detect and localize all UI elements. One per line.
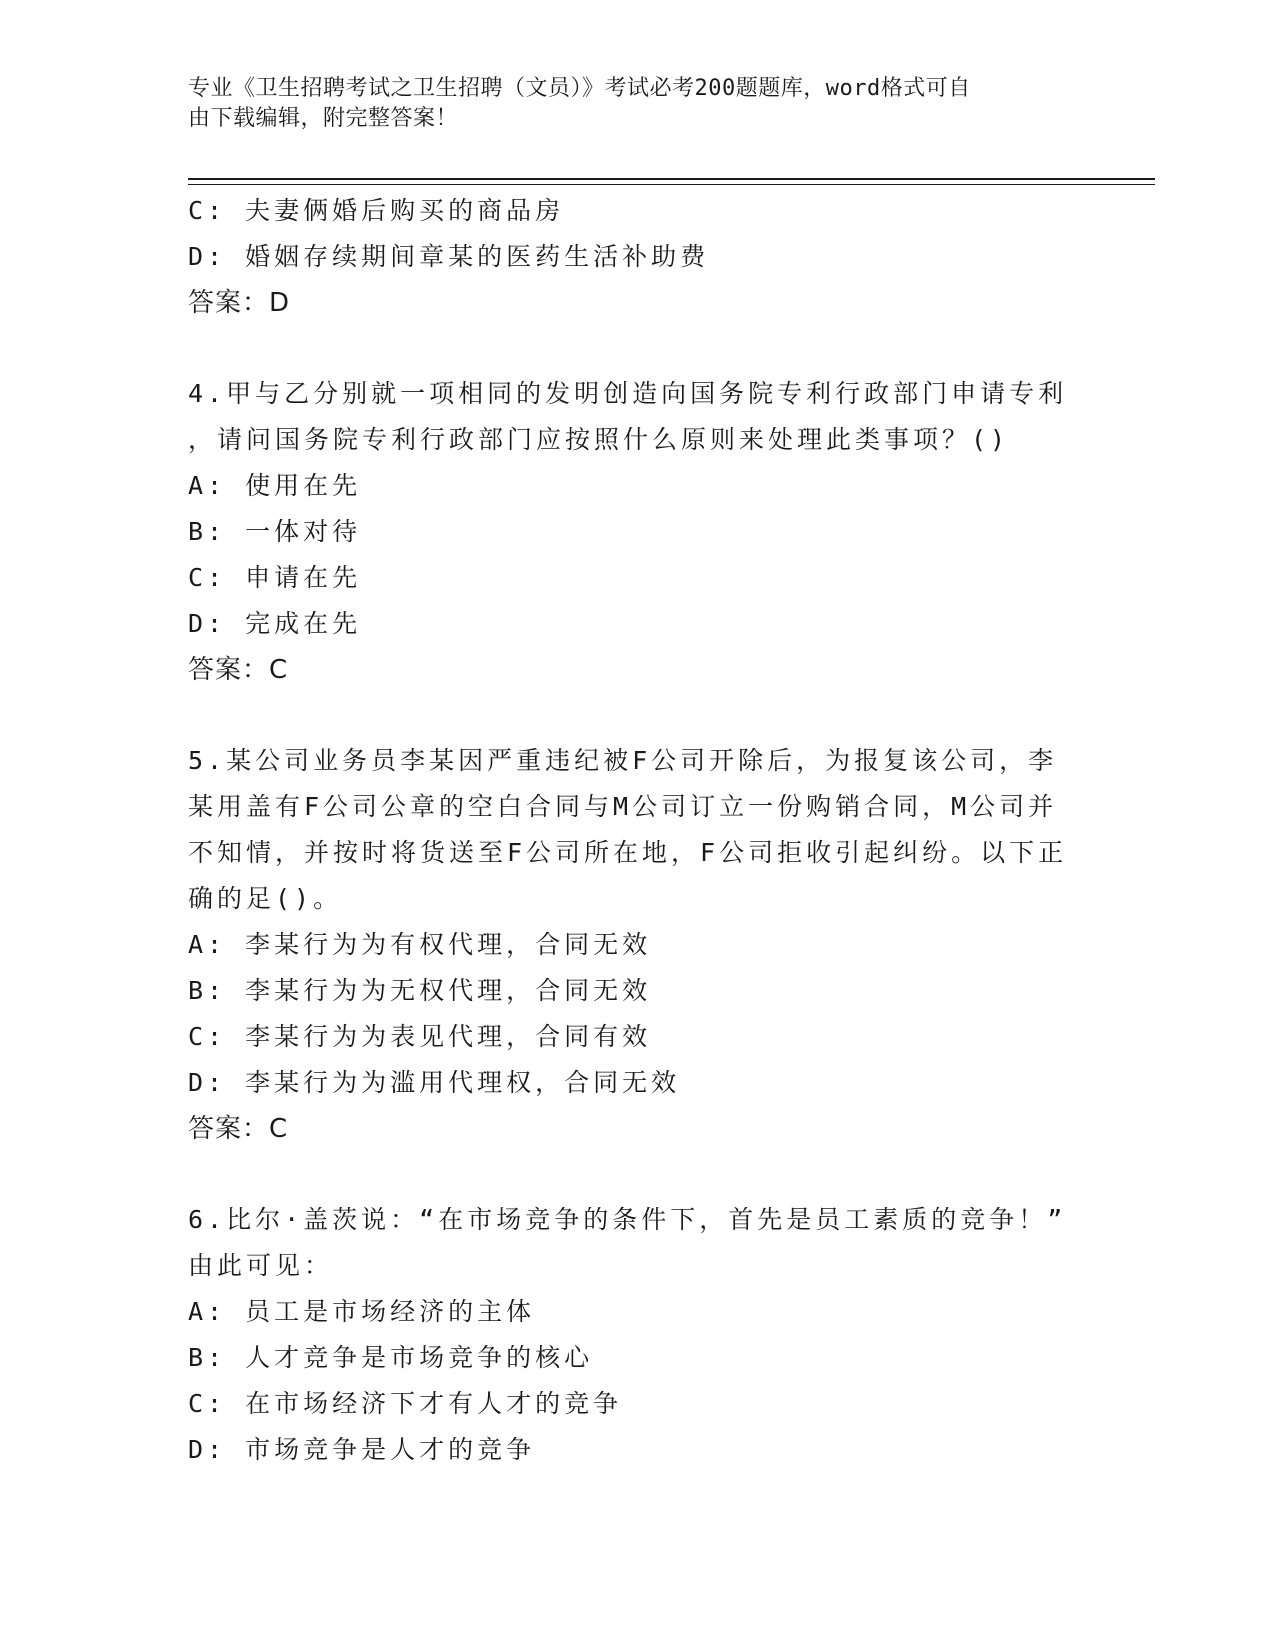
q6-stem-line-2: 由此可见：	[188, 1251, 334, 1280]
spacer	[188, 1152, 1088, 1197]
q5-option-b: B: 李某行为为无权代理，合同无效	[188, 976, 652, 1005]
q5-answer: 答案：C	[188, 1114, 289, 1144]
q6-option-d: D: 市场竞争是人才的竞争	[188, 1435, 536, 1464]
question-list	[188, 188, 1088, 1473]
q3-answer: 答案：D	[188, 288, 291, 318]
question-6	[188, 1197, 1088, 1473]
q6-option-b: B: 人才竞争是市场竞争的核心	[188, 1343, 594, 1372]
q5-stem-line-3: 不知情，并按时将货送至F公司所在地，F公司拒收引起纠纷。以下正	[188, 838, 1068, 867]
header-line-2: 由下载编辑，附完整答案！	[188, 106, 459, 131]
spacer	[188, 326, 1088, 371]
q5-option-a: A: 李某行为为有权代理，合同无效	[188, 930, 652, 959]
q6-option-a: A: 员工是市场经济的主体	[188, 1297, 536, 1326]
q5-option-c: C: 李某行为为表见代理，合同有效	[188, 1022, 652, 1051]
q6-stem-line-1: 6.比尔·盖茨说：“在市场竞争的条件下，首先是员工素质的竞争！”	[188, 1205, 1067, 1234]
document-header	[188, 74, 1068, 134]
header-rule-thick	[188, 178, 1155, 180]
q4-stem-line-1: 4.甲与乙分别就一项相同的发明创造向国务院专利行政部门申请专利	[188, 379, 1068, 408]
q4-option-c: C: 申请在先	[188, 563, 362, 592]
q5-stem-line-2: 某用盖有F公司公章的空白合同与M公司订立一份购销合同，M公司并	[188, 792, 1058, 821]
q4-stem-line-2: ，请问国务院专利行政部门应按照什么原则来处理此类事项？()	[188, 425, 1010, 454]
question-4	[188, 371, 1088, 693]
question-5	[188, 738, 1088, 1152]
question-3	[188, 188, 1088, 326]
q5-stem-line-4: 确的足()。	[188, 884, 343, 913]
header-rule-thin	[188, 184, 1155, 185]
q4-answer: 答案：C	[188, 655, 289, 685]
header-line-1: 专业《卫生招聘考试之卫生招聘（文员）》考试必考200题题库，word格式可自	[188, 76, 971, 101]
q4-option-a: A: 使用在先	[188, 471, 362, 500]
q5-stem-line-1: 5.某公司业务员李某因严重违纪被F公司开除后，为报复该公司，李	[188, 746, 1058, 775]
q5-option-d: D: 李某行为为滥用代理权，合同无效	[188, 1068, 681, 1097]
q3-option-d: D: 婚姻存续期间章某的医药生活补助费	[188, 242, 710, 271]
q3-option-c: C: 夫妻俩婚后购买的商品房	[188, 196, 565, 225]
q6-option-c: C: 在市场经济下才有人才的竞争	[188, 1389, 623, 1418]
spacer	[188, 693, 1088, 738]
q4-option-b: B: 一体对待	[188, 517, 362, 546]
q4-option-d: D: 完成在先	[188, 609, 362, 638]
